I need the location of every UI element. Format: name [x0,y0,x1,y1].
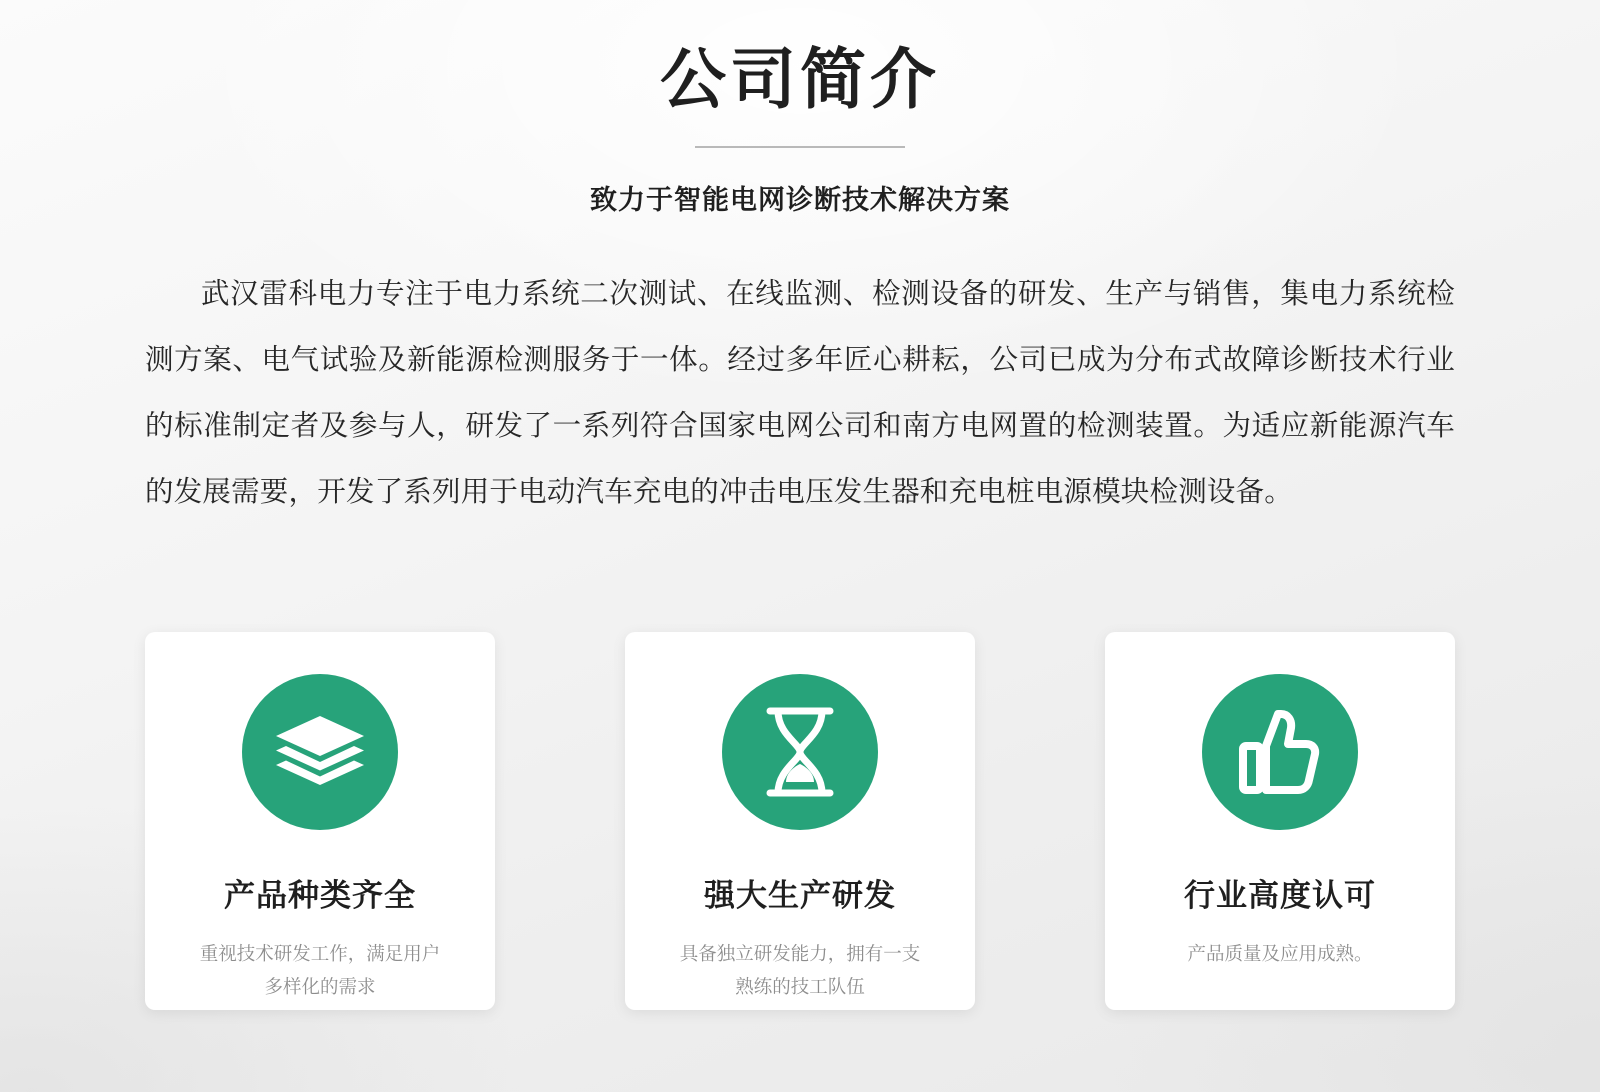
hourglass-icon [760,706,840,798]
card-title: 产品种类齐全 [224,878,416,913]
page-subtitle: 致力于智能电网诊断技术解决方案 [590,184,1010,215]
feature-card [145,632,495,1010]
card-title: 强大生产研发 [704,878,896,913]
intro-paragraph: 武汉雷科电力专注于电力系统二次测试、在线监测、检测设备的研发、生产与销售，集电力系统检测方案、电气试验及新能源检测服务于一体。经过多年匠心耕耘，公司已成为分布式故障诊断技术行业的标准制定者及参与人，研发了一系列符合国家电网公司和南方电网置的检测装置。为适应新能源汽车的发展需要，开发了系列用于电动汽车充电的冲击电压发生器和充电桩电源模块检测设备。 [145,277,1455,508]
layers-icon [274,712,366,792]
thumbs-up-icon [1236,708,1324,796]
feature-card [1105,632,1455,1010]
icon-badge [1202,674,1358,830]
feature-card-list [0,632,1600,1010]
icon-badge [242,674,398,830]
card-description: 具备独立研发能力，拥有一支熟练的技工队伍 [679,943,921,997]
icon-badge [722,674,878,830]
card-title: 行业高度认可 [1184,878,1376,913]
title-divider [695,146,905,148]
card-description: 重视技术研发工作，满足用户多样化的需求 [199,943,441,997]
card-description: 产品质量及应用成熟。 [1187,943,1373,964]
section-header [0,0,1600,217]
feature-card [625,632,975,1010]
page-title: 公司简介 [660,42,940,116]
